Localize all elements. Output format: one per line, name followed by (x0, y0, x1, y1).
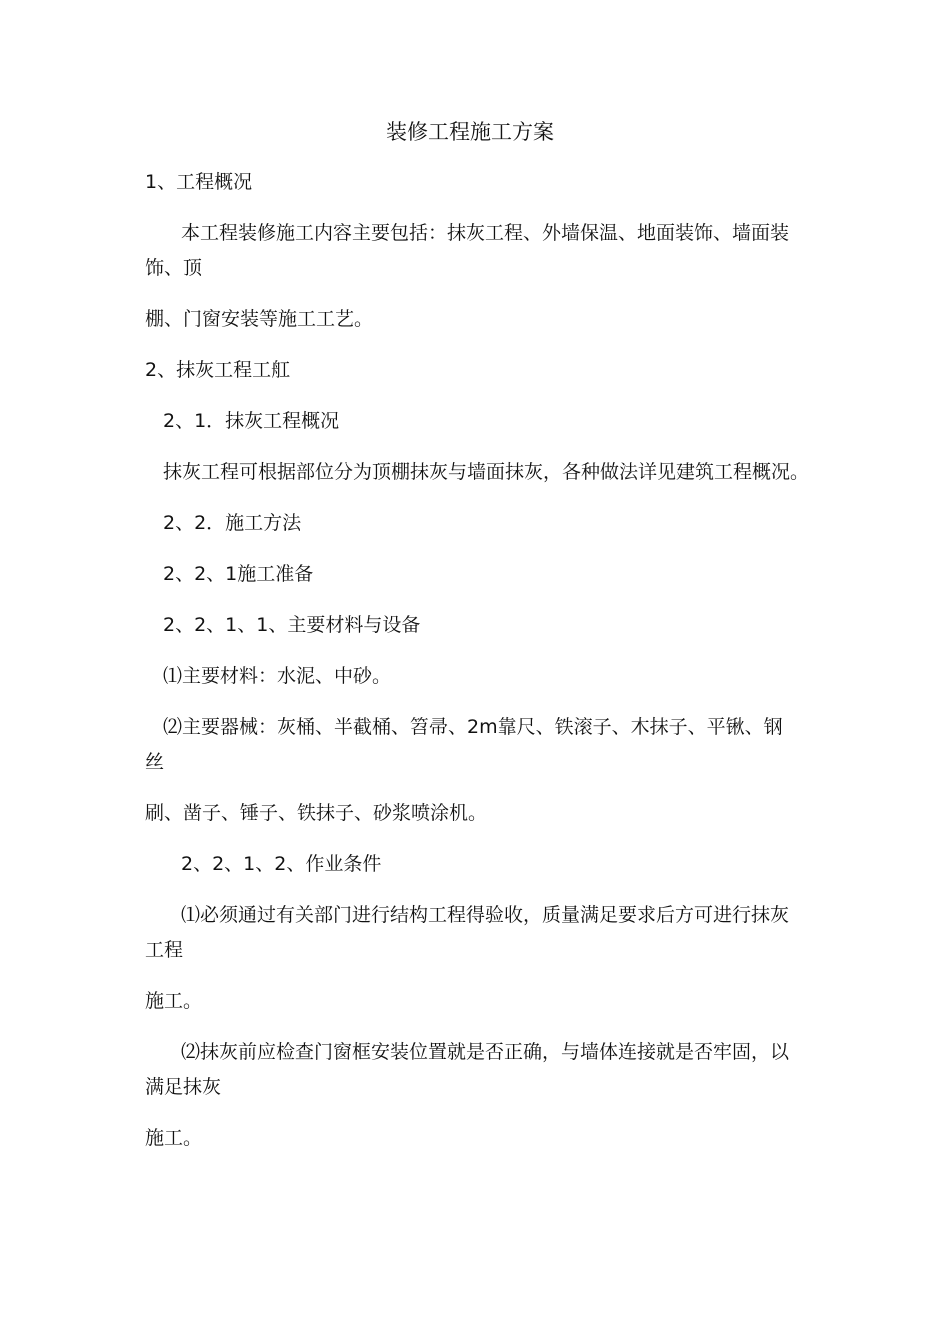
paragraph-line: 饰、顶 (145, 257, 203, 279)
list-item-continuation: 刷、凿子、锤子、铁抹子、砂浆喷涂机。 (145, 802, 488, 824)
subsection-heading: 2、2、1、1、主要材料与设备 (163, 614, 421, 636)
paragraph-line: 本工程装修施工内容主要包括：抹灰工程、外墙保温、地面装饰、墙面装 (181, 222, 790, 244)
subsection-heading: 2、2．施工方法 (163, 512, 302, 534)
subsection-heading: 2、1．抹灰工程概况 (163, 410, 340, 432)
section-heading: 1、工程概况 (145, 171, 253, 193)
subsection-heading: 2、2、1施工准备 (163, 563, 314, 585)
paragraph-line: 抹灰工程可根据部位分为顶棚抹灰与墙面抹灰，各种做法详见建筑工程概况。 (163, 461, 810, 483)
list-item-continuation: 施工。 (145, 1127, 203, 1149)
paragraph-line: 棚、门窗安装等施工工艺。 (145, 308, 374, 330)
list-item-continuation: 丝 (145, 751, 165, 773)
list-item-continuation: 施工。 (145, 990, 203, 1012)
list-item: ⑴必须通过有关部门进行结构工程得验收，质量满足要求后方可进行抹灰 (181, 904, 790, 926)
list-item-continuation: 工程 (145, 939, 184, 961)
list-item: ⑵主要器械：灰桶、半截桶、笤帚、2m靠尺、铁滚子、木抹子、平锹、钢 (163, 716, 783, 738)
document-title: 装修工程施工方案 (386, 120, 554, 144)
list-item: ⑴主要材料：水泥、中砂。 (163, 665, 392, 687)
subsection-heading: 2、2、1、2、作业条件 (181, 853, 382, 875)
section-heading: 2、抹灰工程工舡 (145, 359, 291, 381)
list-item: ⑵抹灰前应检查门窗框安装位置就是否正确，与墙体连接就是否牢固，以 (181, 1041, 790, 1063)
list-item-continuation: 满足抹灰 (145, 1076, 222, 1098)
